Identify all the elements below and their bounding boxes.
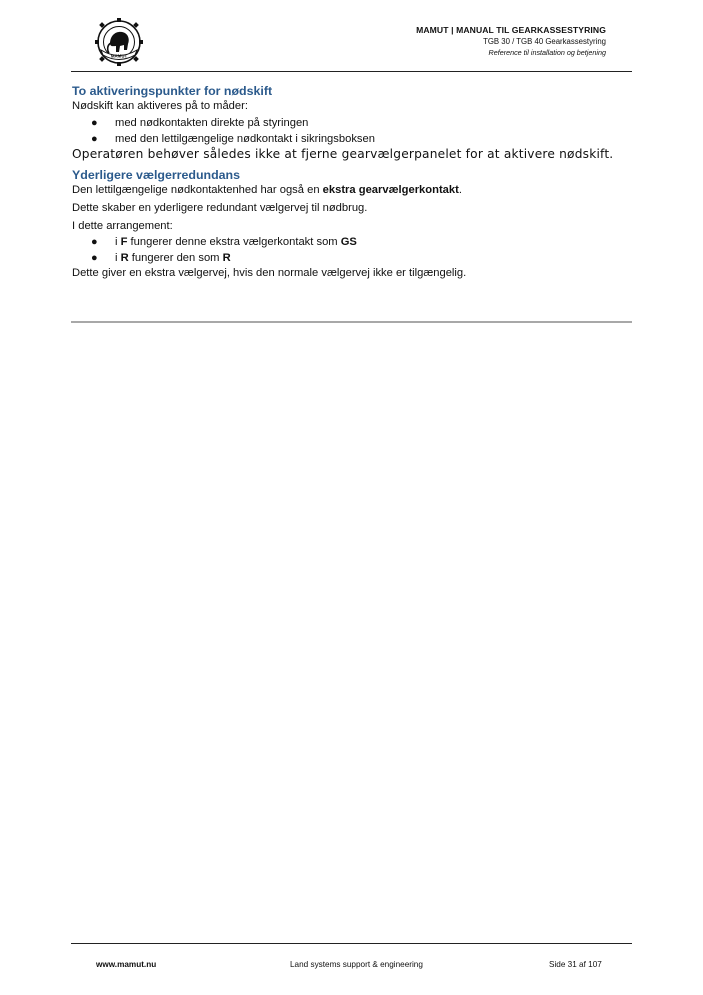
section-heading-selector-redundancy: Yderligere vælgerredundans: [72, 168, 241, 182]
page-header: [416, 25, 606, 58]
section2-bullet-list: [72, 234, 632, 266]
footer-website[interactable]: www.mamut.nu: [96, 960, 157, 969]
bullet-icon: ●: [91, 133, 98, 145]
page-content: [72, 84, 632, 280]
section1-intro: Nødskift kan aktiveres på to måder:: [72, 100, 248, 112]
bullet-icon: ●: [91, 117, 98, 129]
footer-tagline: Land systems support & engineering: [290, 960, 423, 969]
list-item: ● med den lettilgængelige nødkontakt i sikringsboksen: [91, 133, 375, 145]
bullet-icon: ●: [91, 252, 98, 264]
header-reference: Reference til installation og betjening: [488, 48, 606, 57]
mamut-logo: [94, 17, 144, 67]
footer-divider: [71, 943, 632, 944]
section1-note: Operatøren behøver således ikke at fjerne gearvælgerpanelet for at aktivere nødskift.: [72, 147, 614, 161]
list-item: ● i R fungerer den som R: [91, 252, 231, 264]
section2-paragraph-1: Den lettilgængelige nødkontaktenhed har også en ekstra gearvælgerkontakt.: [72, 184, 462, 196]
list-item: ● med nødkontakten direkte på styringen: [91, 117, 309, 129]
section2-paragraph-2: Dette skaber en yderligere redundant vælgervej til nødbrug.: [72, 202, 368, 214]
header-divider: [71, 71, 632, 72]
section2-paragraph-3: I dette arrangement:: [72, 220, 173, 232]
bullet-icon: ●: [91, 236, 98, 248]
list-item: ● i F fungerer denne ekstra vælgerkontakt som GS: [91, 236, 357, 248]
section-end-divider: [71, 321, 632, 323]
header-subtitle: TGB 30 / TGB 40 Gearkassestyring: [483, 37, 606, 46]
section1-bullet-list: [72, 115, 632, 147]
svg-text:MAMUT: MAMUT: [110, 53, 128, 59]
header-title: MAMUT | MANUAL TIL GEARKASSESTYRING: [416, 25, 606, 35]
section-heading-activation-points: To aktiveringspunkter for nødskift: [72, 84, 273, 98]
section2-paragraph-4: Dette giver en ekstra vælgervej, hvis den normale vælgervej ikke er tilgængelig.: [72, 267, 467, 279]
footer-page-number: Side 31 af 107: [549, 960, 602, 969]
